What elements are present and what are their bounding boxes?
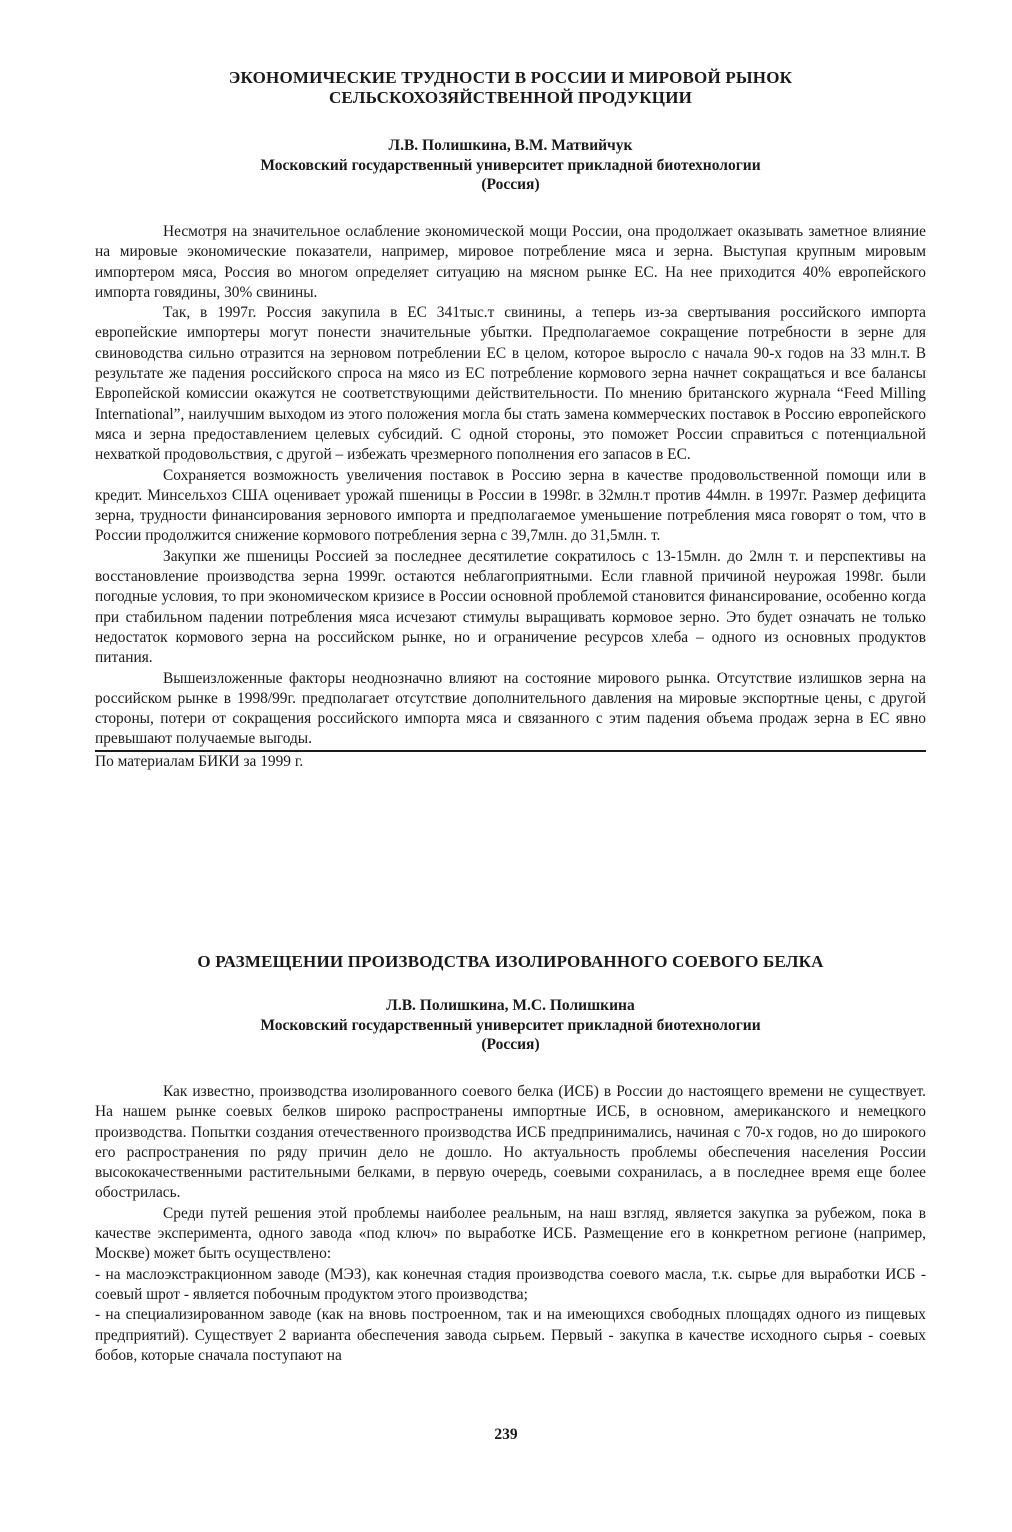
article2-body	[95, 1082, 926, 1366]
article2-list-item: - на специализированном заводе (как на вновь построенном, так и на имеющихся свободных площадях одного из пищевых предприятий). Существует 2 варианта обеспечения завода сырьем. Первый - закупка в качестве исходного сырья - соевых бобов, которые сначала поступают на	[95, 1306, 926, 1364]
article1-title-line1: ЭКОНОМИЧЕСКИЕ ТРУДНОСТИ В РОССИИ И МИРОВОЙ РЫНОК	[228, 68, 793, 87]
article2-byline	[95, 996, 926, 1055]
article1-paragraph: Вышеизложенные факторы неоднозначно влияют на состояние мирового рынка. Отсутствие излишков зерна на российском рынке в 1998/99г. предполагает отсутствие дополнительного давления на мировые экспортные цены, с другой стороны, потери от сокращения российского импорта мяса и связанного с этим падения объема продаж зерна в ЕС явно превышают получаемые выгоды.	[95, 669, 926, 748]
article1-source: По материалам БИКИ за 1999 г.	[95, 752, 304, 770]
article1-byline	[95, 136, 926, 195]
article1-affiliation: Московский государственный университет прикладной биотехнологии	[260, 156, 761, 174]
article2-authors: Л.В. Полишкина, М.С. Полишкина	[386, 997, 635, 1014]
article1-authors: Л.В. Полишкина, В.М. Матвийчук	[388, 137, 633, 154]
article2-header	[95, 952, 926, 972]
article1-paragraph: Так, в 1997г. Россия закупила в ЕС 341тыс.т свинины, а теперь из-за свертывания российского импорта европейские импортеры могут понести значительные убытки. Предполагаемое сокращение потребности в зерне для свиноводства сильно отразится на зерновом потреблении ЕС в целом, которое выросло с начала 90-х годов на 33 млн.т. В результате же падения российского спроса на мясо из ЕС потребление кормового зерна начнет сокращаться и все балансы Европейской комиссии окажутся не соответствующими действительности. По мнению британского журнала “Feed Milling International”, наилучшим выходом из этого положения могла бы стать замена коммерческих поставок в Россию европейского мяса и зерна предоставлением целевых субсидий. С одной стороны, это поможет России справиться с потенциальной нехваткой продовольствия, с другой – избежать чрезмерного пополнения его запасов в ЕС.	[95, 304, 926, 464]
article1-paragraph: Сохраняется возможность увеличения поставок в Россию зерна в качестве продовольственной помощи или в кредит. Минсельхоз США оценивает урожай пшеницы в России в 1998г. в 32млн.т против 44млн. в 1997г. Размер дефицита зерна, трудности финансирования зернового импорта и предполагаемое уменьшение потребления мяса говорят о том, что в России продолжится снижение кормового потребления зерна с 39,7млн. до 31,5млн. т.	[95, 466, 926, 545]
article1-title-line2: СЕЛЬСКОХОЗЯЙСТВЕННОЙ ПРОДУКЦИИ	[328, 88, 693, 107]
article2-affiliation: Московский государственный университет прикладной биотехнологии	[260, 1016, 761, 1034]
page-number: 239	[494, 1426, 518, 1443]
article2-paragraph: Среди путей решения этой проблемы наиболее реальным, на наш взгляд, является закупка за рубежом, пока в качестве эксперимента, одного завода «под ключ» по выработке ИСБ. Размещение его в конкретном регионе (например, Москве) может быть осуществлено:	[95, 1204, 926, 1263]
article1-paragraph: Закупки же пшеницы Россией за последнее десятилетие сократилось с 13-15млн. до 2млн т. и перспективы на восстановление производства зерна 1999г. остаются неблагоприятными. Если главной причиной неурожая 1998г. были погодные условия, то при экономическом кризисе в России основной проблемой становится финансирование, особенно когда при стабильном падении потребления мяса исчезают стимулы выращивать кормовое зерно. Это будет означать не только недостаток кормового зерна на российском рынке, но и ограничение ресурсов хлеба – одного из основных продуктов питания.	[95, 547, 926, 667]
article1-body	[95, 222, 926, 772]
article1-country: (Россия)	[481, 176, 540, 193]
article1-paragraph: Несмотря на значительное ослабление экономической мощи России, она продолжает оказывать заметное влияние на мировые экономические показатели, например, мировое потребление мяса и зерна. Выступая крупным мировым импортером мяса, Россия во многом определяет ситуацию на мясном рынке ЕС. На нее приходится 40% европейского импорта говядины, 30% свинины.	[95, 223, 926, 301]
article1-header	[95, 68, 926, 108]
article2-title: О РАЗМЕЩЕНИИ ПРОИЗВОДСТВА ИЗОЛИРОВАННОГО СОЕВОГО БЕЛКА	[197, 952, 824, 971]
article2-list-item: - на маслоэкстракционном заводе (МЭЗ), как конечная стадия производства соевого масла, т.к. сырье для выработки ИСБ - соевый шрот - является побочным продуктом этого производства;	[95, 1265, 926, 1303]
article2-paragraph: Как известно, производства изолированного соевого белка (ИСБ) в России до настоящего времени не существует. На нашем рынке соевых белков широко распространены импортные ИСБ, в основном, американского и немецкого производства. Попытки создания отечественного производства ИСБ предпринимались, начиная с 70-х годов, но до широкого его распространения по ряду причин дело не дошло. Но актуальность проблемы обеспечения населения России высококачественными растительными белками, в первую очередь, соевыми сохранилась, а в последнее время еще более обострилась.	[95, 1083, 926, 1202]
article2-country: (Россия)	[481, 1036, 540, 1053]
